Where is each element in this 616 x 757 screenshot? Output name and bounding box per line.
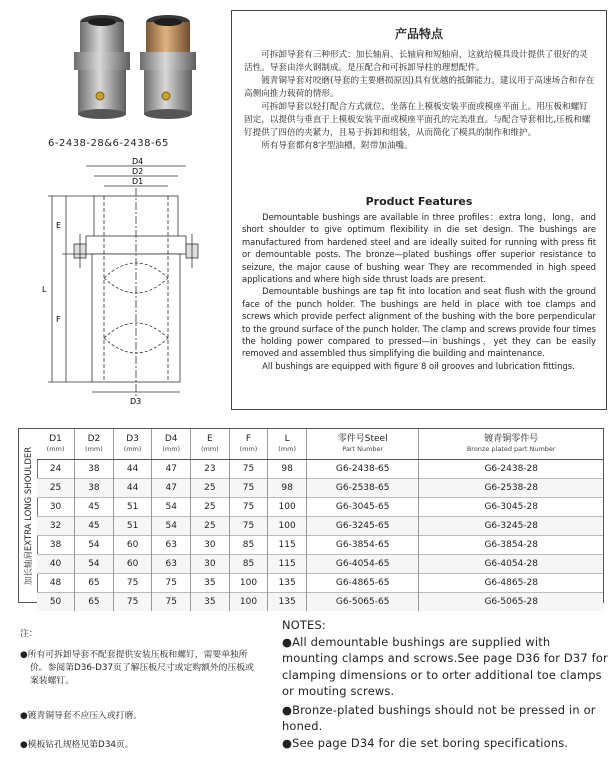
table-cell: 75 [229, 498, 268, 517]
photo-caption: 6-2438-28&6-2438-65 [48, 138, 169, 149]
column-header [229, 429, 268, 460]
table-cell: 40 [37, 555, 75, 574]
table-cell: 50 [37, 593, 75, 612]
column-header-label: D1 [49, 434, 62, 444]
cn-paragraph: 所有导套都有8字型油槽，附带加油嘴。 [261, 141, 413, 151]
table-row [37, 479, 603, 498]
column-header [191, 429, 230, 460]
dim-label-e: E [56, 221, 62, 230]
table-cell: 63 [152, 536, 191, 555]
table-cell: 115 [268, 555, 307, 574]
dim-label-d1: D1 [132, 177, 144, 186]
table-cell: 75 [113, 574, 152, 593]
table-cell: G6-4865-65 [306, 574, 418, 593]
table-cell: 24 [37, 460, 75, 479]
table-cell: 48 [37, 574, 75, 593]
table-cell: G6-2438-28 [419, 460, 603, 479]
en-paragraph: Demountable bushings are tap fit into location and seat flush with the ground face of the punch holder. The bushings are held in place with toe clamps and screws which provide perfect alignment of the bushing with the bore perpendicular to the ground surface of the punch holder. The clamp and screws provide four times the holding power compared to pressed—in bushings，yet they can be easily removed and assembled thus simplifying die building and maintenance. [242, 286, 596, 359]
table-cell: 54 [152, 517, 191, 536]
table-row [37, 498, 603, 517]
en-note-item: ●All demountable bushings are supplied with mounting clamps and scrows.See page D36 for D37 for clamping dimensions or to orter additional toe clamps or mouting screws. [282, 634, 608, 698]
column-header [152, 429, 191, 460]
table-cell: G6-4054-28 [419, 555, 603, 574]
table-cell: 75 [229, 479, 268, 498]
table-cell: G6-2438-65 [306, 460, 418, 479]
table-cell: G6-4054-65 [306, 555, 418, 574]
table-cell: 98 [268, 460, 307, 479]
table-cell: 75 [152, 593, 191, 612]
column-header [113, 429, 152, 460]
dim-label-l: L [42, 285, 47, 294]
column-header [306, 429, 418, 460]
column-header-label: D4 [164, 434, 178, 444]
table-cell: 44 [113, 479, 152, 498]
en-note-item: ●See page D34 for die set boring specifications. [282, 735, 569, 750]
cn-paragraph: 可拆卸导套有三种形式：加长轴肩、长轴肩和短轴肩，这就给模具设计提供了很好的灵活性。导套由淬火钢制成。是压配合和可拆卸导柱的理想配件。 [244, 50, 588, 73]
column-header-label: 零件号Steel [337, 434, 388, 444]
table-cell: 60 [113, 536, 152, 555]
features-panel [231, 10, 607, 410]
table-cell: 30 [37, 498, 75, 517]
cn-note-item: ●模板钻孔规格见第D34页。 [20, 740, 134, 750]
technical-drawing [28, 158, 208, 408]
table-row [37, 593, 603, 612]
table-cell: 38 [37, 536, 75, 555]
table-cell: 25 [37, 479, 75, 498]
column-header-label: E [207, 434, 213, 444]
table-cell: 115 [268, 536, 307, 555]
table-cell: 100 [268, 517, 307, 536]
table-cell: 25 [191, 498, 230, 517]
table-row [37, 574, 603, 593]
table-cell: 100 [229, 574, 268, 593]
cn-features-title: 产品特点 [394, 27, 443, 41]
cn-note-item: ●镀青铜导套不应压入或打磨。 [20, 711, 143, 721]
table-cell: 35 [191, 593, 230, 612]
column-header-unit: Part Number [342, 445, 384, 453]
table-cell: 38 [75, 460, 114, 479]
table-cell: 65 [75, 593, 114, 612]
table-cell: G6-2538-28 [419, 479, 603, 498]
table-cell: 47 [152, 479, 191, 498]
en-paragraph: All bushings are equipped with figure 8 oil grooves and lubrication fittings. [262, 360, 575, 371]
cn-paragraph: 可拆卸导套以轻打配合方式就位，坐落在上模板安装平面或模座平面上。用压板和螺钉固定，以提供与垂直于上模板安装平面或模座平面孔的完美准直。与配合导套相比,压板和螺钉提供了四倍的夹紧力，且易于拆卸和组装，从而简化了模具的制作和维护。 [244, 102, 591, 138]
column-header-unit: (mm) [239, 445, 258, 453]
column-header-label: F [245, 434, 252, 444]
table-cell: 51 [113, 498, 152, 517]
table-cell: G6-3045-65 [306, 498, 418, 517]
dim-label-f: F [56, 315, 61, 324]
table-cell: 85 [229, 536, 268, 555]
cn-notes [20, 628, 260, 752]
en-notes [282, 617, 608, 751]
cn-notes-title: 注： [20, 629, 38, 639]
column-header [268, 429, 307, 460]
table-cell: 23 [191, 460, 230, 479]
table-cell: G6-2538-65 [306, 479, 418, 498]
table-cell: 30 [191, 555, 230, 574]
cn-features-body [244, 49, 596, 153]
spec-table [37, 429, 603, 611]
en-features-body [242, 211, 596, 372]
table-cell: G6-3854-28 [419, 536, 603, 555]
en-features-title: Product Features [365, 195, 473, 208]
table-cell: 45 [75, 498, 114, 517]
table-cell: 135 [268, 593, 307, 612]
table-cell: 75 [229, 517, 268, 536]
column-header [37, 429, 75, 460]
column-header [419, 429, 603, 460]
en-note-item: ●Bronze-plated bushings should not be pressed in or honed. [282, 702, 596, 733]
steel-bushing-image [74, 15, 130, 119]
table-cell: 100 [268, 498, 307, 517]
table-cell: 75 [152, 574, 191, 593]
cn-note-item: ●所有可拆卸导套不配套提供安装压板和螺钉，需要单独所价。参阅第D36-D37页了解压板尺寸或定购额外的压板或案装螺钉。 [20, 650, 254, 686]
table-cell: 54 [75, 536, 114, 555]
spec-table-container [18, 428, 604, 607]
table-cell: 85 [229, 555, 268, 574]
table-row [37, 517, 603, 536]
table-cell: G6-5065-28 [419, 593, 603, 612]
table-side-label: 加长轴肩EXTRA LONG SHOULDER [19, 429, 38, 602]
table-cell: 54 [75, 555, 114, 574]
table-cell: 44 [113, 460, 152, 479]
table-cell: 35 [191, 574, 230, 593]
table-cell: 25 [191, 517, 230, 536]
table-cell: 51 [113, 517, 152, 536]
column-header-unit: (mm) [123, 445, 142, 453]
table-cell: 30 [191, 536, 230, 555]
table-cell: 75 [229, 460, 268, 479]
table-cell: G6-3245-65 [306, 517, 418, 536]
dim-label-d2: D2 [132, 167, 144, 176]
en-paragraph: Demountable bushings are available in three profiles：extra long，long，and short shoulder to give optimum flexibility in die set design. The bushings are manufactured from hardened steel and are ideally suited for running with press fit or demountable posts. The bronze—plated bushings offer superior resistance to seizure, the major cause of bushing wear They are recommended in high speed applications and where high side thrust loads are present. [242, 212, 596, 285]
column-header [75, 429, 114, 460]
table-cell: G6-5065-65 [306, 593, 418, 612]
table-cell: 38 [75, 479, 114, 498]
table-row [37, 536, 603, 555]
table-row [37, 460, 603, 479]
table-cell: G6-3854-65 [306, 536, 418, 555]
column-header-unit: (mm) [85, 445, 103, 453]
table-cell: 100 [229, 593, 268, 612]
table-cell: 47 [152, 460, 191, 479]
table-cell: 98 [268, 479, 307, 498]
column-header-label: D2 [87, 434, 101, 444]
en-notes-title: NOTES: [282, 618, 326, 632]
cn-paragraph: 镀青铜导套对咬磨(导套的主要磨损原因)具有优越的抵御能力。建议用于高速场合和存在高侧向推力载荷的情形。 [244, 76, 595, 99]
table-cell: G6-3045-28 [419, 498, 603, 517]
table-cell: G6-3245-28 [419, 517, 603, 536]
product-photo [70, 10, 200, 120]
column-header-label: D3 [126, 434, 139, 444]
column-header-label: L [284, 434, 290, 444]
table-row [37, 555, 603, 574]
table-cell: 63 [152, 555, 191, 574]
column-header-unit: (mm) [46, 445, 65, 453]
table-cell: G6-4865-28 [419, 574, 603, 593]
column-header-label: 镀青铜零件号 [484, 434, 539, 444]
dim-label-d3: D3 [130, 397, 142, 406]
table-cell: 54 [152, 498, 191, 517]
dim-label-d4: D4 [132, 158, 144, 166]
table-cell: 75 [113, 593, 152, 612]
bronze-bushing-image [140, 15, 196, 119]
table-cell: 25 [191, 479, 230, 498]
column-header-unit: (mm) [200, 445, 219, 453]
table-cell: 65 [75, 574, 114, 593]
table-cell: 45 [75, 517, 114, 536]
column-header-unit: (mm) [278, 445, 296, 453]
column-header-unit: (mm) [162, 445, 181, 453]
table-cell: 135 [268, 574, 307, 593]
table-cell: 60 [113, 555, 152, 574]
table-cell: 32 [37, 517, 75, 536]
column-header-unit: Bronze plated part Number [466, 445, 556, 453]
